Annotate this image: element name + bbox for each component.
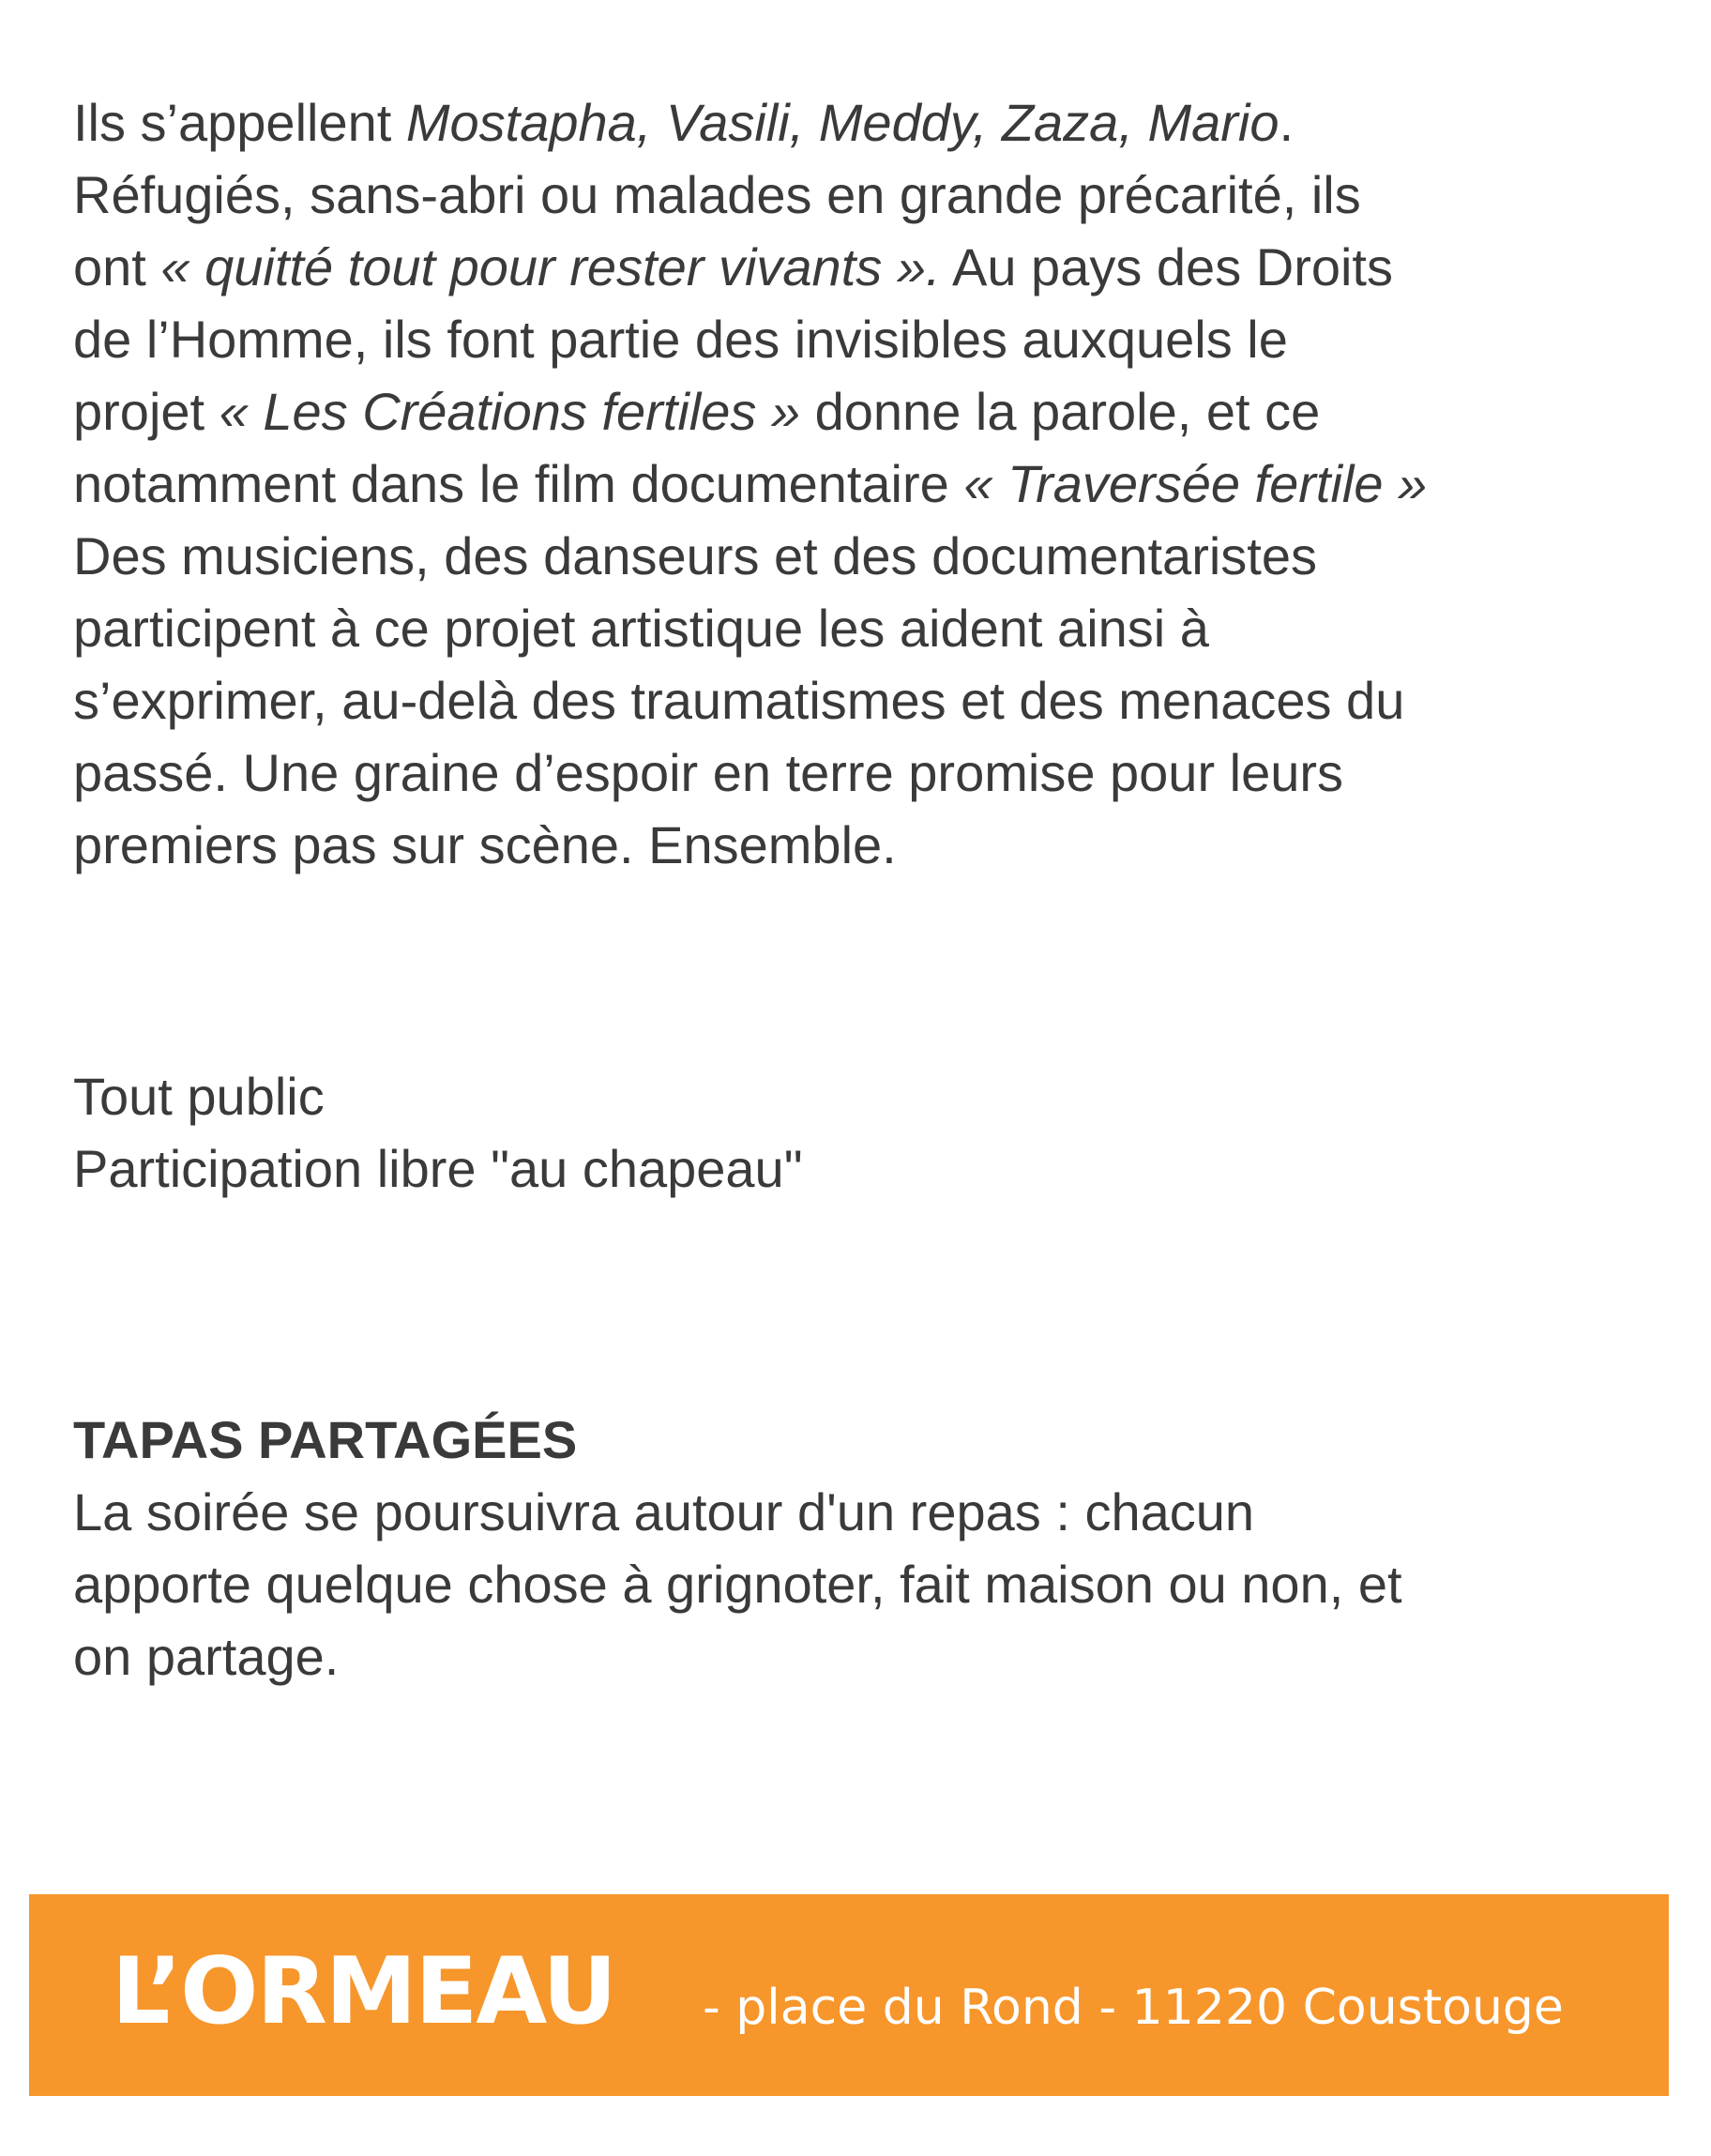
participation-line: Participation libre "au chapeau" xyxy=(73,1139,803,1198)
intro-line-4: de l’Homme, ils font partie des invisibles auxquels le xyxy=(73,310,1288,369)
tapas-line-2: apporte quelque chose à grignoter, fait maison ou non, et xyxy=(73,1555,1402,1614)
intro-line-10: passé. Une graine d’espoir en terre promise pour leurs xyxy=(73,743,1344,802)
audience-line: Tout public xyxy=(73,1067,325,1126)
names-italic: Mostapha, Vasili, Meddy, Zaza, Mario xyxy=(405,93,1279,152)
intro-line-1 xyxy=(73,86,1687,159)
film-title-italic: « Traversée fertile » xyxy=(963,454,1428,513)
intro-line-6 xyxy=(73,448,1687,520)
intro-text: Au pays des Droits xyxy=(940,237,1393,296)
intro-paragraph xyxy=(73,86,1687,881)
venue-banner xyxy=(29,1894,1669,2096)
project-title-italic: « Les Créations fertiles » xyxy=(219,382,801,441)
venue-address: - place du Rond - 11220 Coustouge xyxy=(703,1980,1564,2036)
tapas-line-3: on partage. xyxy=(73,1627,340,1686)
intro-line-11: premiers pas sur scène. Ensemble. xyxy=(73,815,897,874)
intro-text: donne la parole, et ce xyxy=(800,382,1321,441)
intro-text: notamment dans le film documentaire xyxy=(73,454,964,513)
audience-info xyxy=(73,1060,1687,1205)
quote-italic: « quitté tout pour rester vivants ». xyxy=(160,237,941,296)
intro-text: Ils s’appellent xyxy=(73,93,406,152)
venue-name: L’ORMEAU xyxy=(112,1938,615,2045)
intro-line-8: participent à ce projet artistique les aident ainsi à xyxy=(73,599,1209,658)
intro-line-9: s’exprimer, au-delà des traumatismes et des menaces du xyxy=(73,671,1405,730)
intro-text: . xyxy=(1279,93,1295,152)
tapas-paragraph xyxy=(73,1476,1687,1693)
tapas-heading: TAPAS PARTAGÉES xyxy=(73,1410,578,1469)
intro-line-7: Des musiciens, des danseurs et des documentaristes xyxy=(73,526,1317,585)
intro-line-3 xyxy=(73,231,1687,303)
intro-text: ont xyxy=(73,237,161,296)
intro-line-5 xyxy=(73,375,1687,448)
intro-line-2: Réfugiés, sans-abri ou malades en grande précarité, ils xyxy=(73,165,1361,224)
tapas-line-1: La soirée se poursuivra autour d'un repas : chacun xyxy=(73,1482,1255,1541)
intro-text: projet xyxy=(73,382,220,441)
